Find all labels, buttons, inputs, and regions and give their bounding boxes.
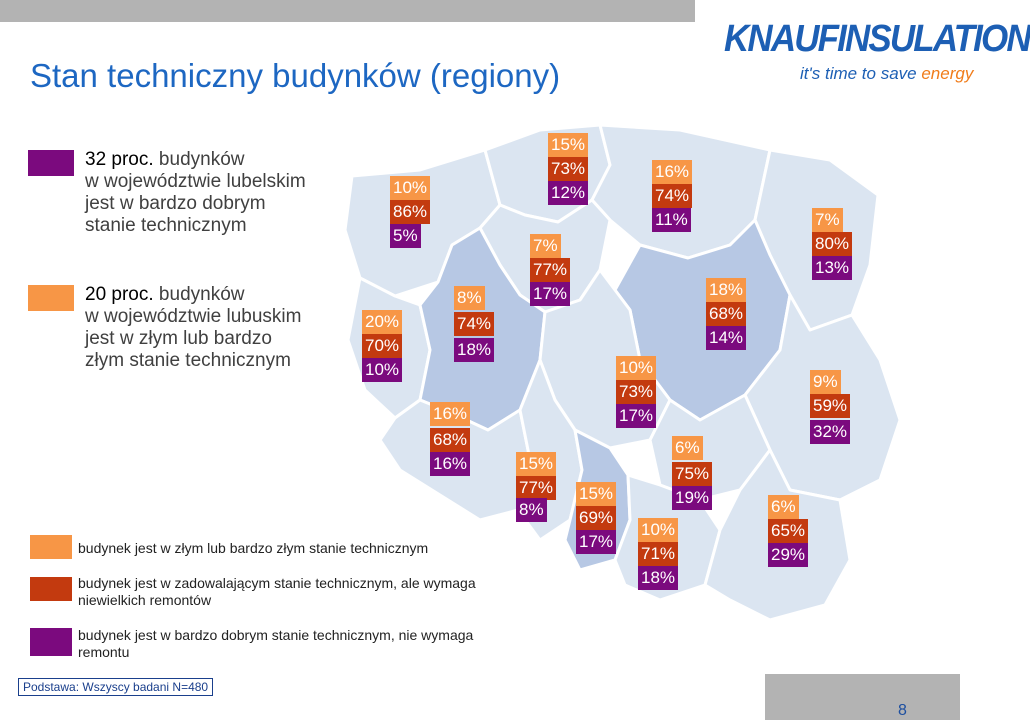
highlight-lubelskie: 32 proc. budynków w województwie lubelskim jest w bardzo dobrym stanie technicznym (85, 149, 306, 236)
label-malopolskie-satisfactory: 71% (638, 542, 678, 566)
page-title: Stan techniczny budynków (regiony) (30, 57, 561, 94)
label-wielkopolskie-bad: 8% (454, 286, 485, 310)
label-swietokrzyskie-satisfactory: 75% (672, 462, 712, 486)
legend-label-bad: budynek jest w złym lub bardzo złym stanie technicznym (78, 540, 429, 556)
label-podlaskie-bad: 7% (812, 208, 843, 232)
label-pomorskie-verygood: 12% (548, 181, 588, 205)
label-kujawsko-pomorskie-satisfactory: 77% (530, 258, 570, 282)
label-lubelskie-verygood: 32% (810, 420, 850, 444)
label-dolnoslaskie-bad: 16% (430, 402, 470, 426)
label-swietokrzyskie-verygood: 19% (672, 486, 712, 510)
legend-swatch-purple (30, 628, 72, 656)
label-opolskie-satisfactory: 77% (516, 476, 556, 500)
label-lubuskie-satisfactory: 70% (362, 334, 402, 358)
label-swietokrzyskie-bad: 6% (672, 436, 703, 460)
label-dolnoslaskie-verygood: 16% (430, 452, 470, 476)
label-wielkopolskie-verygood: 18% (454, 338, 494, 362)
legend-label-satisfactory: budynek jest w zadowalającym stanie technicznym, ale wymaga niewielkich remontów (78, 575, 476, 608)
label-slaskie-bad: 15% (576, 482, 616, 506)
highlight-swatch-purple (28, 150, 74, 176)
label-mazowieckie-bad: 18% (706, 278, 746, 302)
label-slaskie-verygood: 17% (576, 530, 616, 554)
logo-tagline: it's time to save energy (800, 64, 974, 83)
label-mazowieckie-satisfactory: 68% (706, 302, 746, 326)
label-warminsko-mazurskie-satisfactory: 74% (652, 184, 692, 208)
label-podkarpackie-satisfactory: 65% (768, 519, 808, 543)
legend-label-very-good: budynek jest w bardzo dobrym stanie technicznym, nie wymaga remontu (78, 627, 474, 660)
label-pomorskie-bad: 15% (548, 133, 588, 157)
page-number: 8 (898, 702, 907, 719)
label-pomorskie-satisfactory: 73% (548, 157, 588, 181)
logo-brand: KNAUFINSULATION (724, 18, 1030, 60)
label-mazowieckie-verygood: 14% (706, 326, 746, 350)
label-podlaskie-verygood: 13% (812, 256, 852, 280)
label-kujawsko-pomorskie-verygood: 17% (530, 282, 570, 306)
label-podkarpackie-bad: 6% (768, 495, 799, 519)
highlight-swatch-orange (28, 285, 74, 311)
label-wielkopolskie-satisfactory: 74% (454, 312, 494, 336)
label-lodzkie-satisfactory: 73% (616, 380, 656, 404)
label-warminsko-mazurskie-bad: 16% (652, 160, 692, 184)
label-opolskie-bad: 15% (516, 452, 556, 476)
legend-swatch-red (30, 577, 72, 601)
label-warminsko-mazurskie-verygood: 11% (652, 208, 691, 232)
sample-basis-note: Podstawa: Wszyscy badani N=480 (18, 678, 213, 696)
label-lodzkie-bad: 10% (616, 356, 656, 380)
legend-swatch-orange (30, 535, 72, 559)
label-malopolskie-verygood: 18% (638, 566, 678, 590)
label-zachodniopomorskie-verygood: 5% (390, 224, 421, 248)
label-lubelskie-bad: 9% (810, 370, 841, 394)
label-podlaskie-satisfactory: 80% (812, 232, 852, 256)
label-lubelskie-satisfactory: 59% (810, 394, 850, 418)
label-lodzkie-verygood: 17% (616, 404, 656, 428)
label-zachodniopomorskie-bad: 10% (390, 176, 430, 200)
label-opolskie-verygood: 8% (516, 498, 547, 522)
label-kujawsko-pomorskie-bad: 7% (530, 234, 561, 258)
label-zachodniopomorskie-satisfactory: 86% (390, 200, 430, 224)
highlight-lubuskie: 20 proc. budynków w województwie lubuskim jest w złym lub bardzo złym stanie technicznym (85, 284, 302, 371)
label-podkarpackie-verygood: 29% (768, 543, 808, 567)
label-malopolskie-bad: 10% (638, 518, 678, 542)
label-lubuskie-verygood: 10% (362, 358, 402, 382)
label-slaskie-satisfactory: 69% (576, 506, 616, 530)
label-lubuskie-bad: 20% (362, 310, 402, 334)
label-dolnoslaskie-satisfactory: 68% (430, 428, 470, 452)
